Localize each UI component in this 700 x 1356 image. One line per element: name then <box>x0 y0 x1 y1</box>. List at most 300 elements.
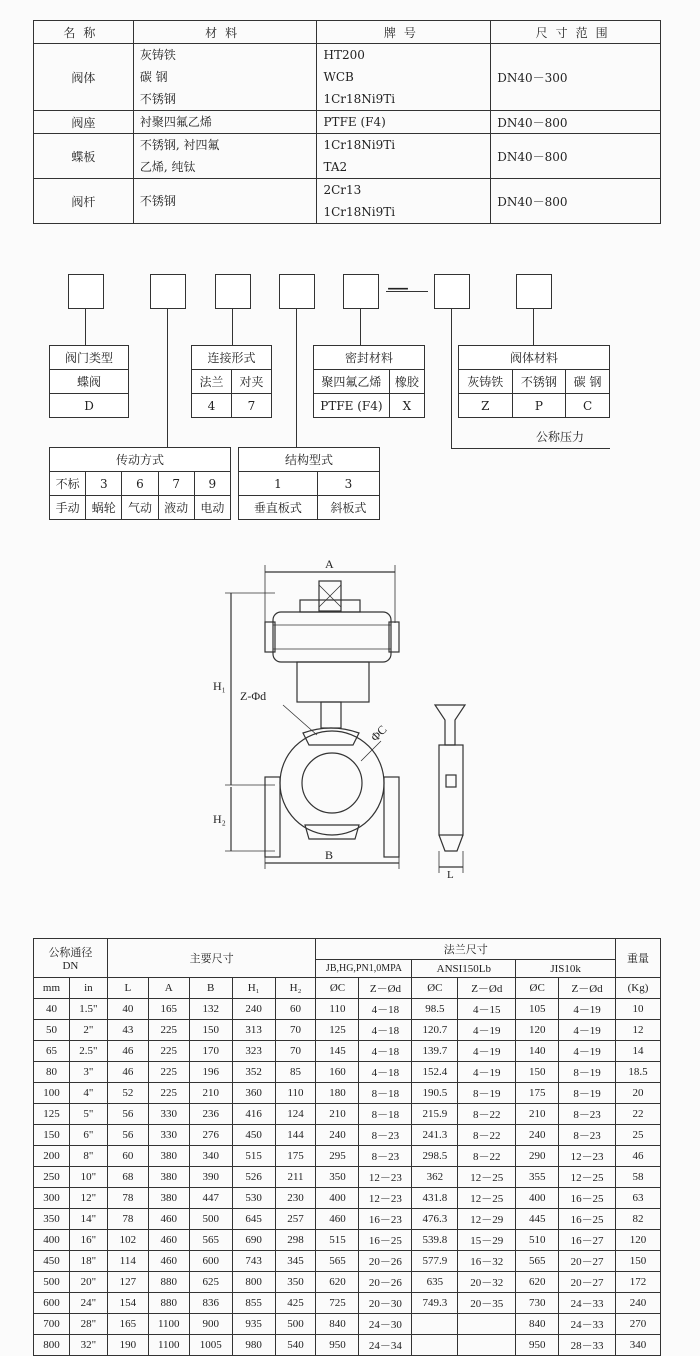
table-cell: 10 <box>616 999 661 1020</box>
code-title: 阀体材料 <box>459 346 610 370</box>
table-cell: 16－27 <box>559 1230 616 1251</box>
table-cell: 515 <box>232 1146 275 1167</box>
table-cell: 620 <box>516 1272 559 1293</box>
table-cell: 500 <box>189 1209 232 1230</box>
column-header: A <box>148 978 189 999</box>
table-cell: 20" <box>69 1272 107 1293</box>
table-cell: 4－19 <box>559 1020 616 1041</box>
table-cell: 225 <box>148 1083 189 1104</box>
table-cell: 70 <box>275 1020 316 1041</box>
table-cell: 362 <box>412 1167 458 1188</box>
table-cell: 18" <box>69 1251 107 1272</box>
table-cell: 298.5 <box>412 1146 458 1167</box>
table-cell: 450 <box>34 1251 70 1272</box>
table-cell: 10" <box>69 1167 107 1188</box>
table-cell: 172 <box>616 1272 661 1293</box>
code-title: 连接形式 <box>192 346 272 370</box>
code-value: 4 <box>192 394 232 418</box>
header-std-ansi: ANSI150Lb <box>412 960 516 978</box>
table-cell: 350 <box>316 1167 359 1188</box>
table-cell: 4－15 <box>458 999 516 1020</box>
table-cell: 152.4 <box>412 1062 458 1083</box>
table-cell: 16－25 <box>559 1209 616 1230</box>
table-cell: 270 <box>616 1314 661 1335</box>
table-row <box>34 1083 661 1104</box>
table-cell: 431.8 <box>412 1188 458 1209</box>
table-row <box>34 1125 661 1146</box>
side-body <box>439 745 463 835</box>
table-cell: 150 <box>516 1062 559 1083</box>
connector-line <box>451 308 452 448</box>
part-name: 阀座 <box>34 111 134 134</box>
table-row <box>34 1020 661 1041</box>
column-header: Z－Ød <box>559 978 616 999</box>
code-title: 密封材料 <box>314 346 425 370</box>
column-header: H₂ <box>275 978 316 999</box>
part-materials <box>133 134 317 179</box>
table-cell: 43 <box>107 1020 148 1041</box>
header-flange: 法兰尺寸 <box>316 939 616 960</box>
table-cell: 150 <box>616 1251 661 1272</box>
table-row <box>34 1062 661 1083</box>
table-cell: 950 <box>516 1335 559 1356</box>
grade-value: WCB <box>323 70 354 84</box>
table-cell: 56 <box>107 1104 148 1125</box>
table-cell <box>412 1314 458 1335</box>
table-cell: 63 <box>616 1188 661 1209</box>
table-cell: 620 <box>316 1272 359 1293</box>
code-value: 7 <box>158 472 194 496</box>
part-materials <box>133 179 317 224</box>
code-value: 9 <box>194 472 230 496</box>
code-box-body <box>516 274 552 309</box>
table-cell: 690 <box>232 1230 275 1251</box>
table-cell: 20－35 <box>458 1293 516 1314</box>
table-cell: 355 <box>516 1167 559 1188</box>
table-cell <box>458 1314 516 1335</box>
bracket <box>297 662 369 702</box>
table-cell: 170 <box>189 1041 232 1062</box>
code-value: D <box>50 394 129 418</box>
code-value: 7 <box>232 394 272 418</box>
table-cell: 24－34 <box>359 1335 412 1356</box>
table-cell: 625 <box>189 1272 232 1293</box>
table-cell: 60 <box>275 999 316 1020</box>
table-cell: 16－23 <box>359 1209 412 1230</box>
table-cell: 110 <box>316 999 359 1020</box>
part-range: DN40－800 <box>491 179 661 224</box>
table-cell: 8－23 <box>559 1104 616 1125</box>
material-value: 衬聚四氟乙烯 <box>139 115 212 129</box>
code-box-drive <box>150 274 186 309</box>
material-value: 不锈钢 <box>139 92 176 106</box>
material-header-row <box>34 21 661 44</box>
body-lug <box>265 777 280 857</box>
table-cell: 290 <box>516 1146 559 1167</box>
code-label: 对夹 <box>232 370 272 394</box>
code-label: 橡胶 <box>389 370 424 394</box>
table-cell: 840 <box>316 1314 359 1335</box>
table-cell: 120.7 <box>412 1020 458 1041</box>
code-value: 3 <box>317 472 379 496</box>
table-cell: 20－26 <box>359 1272 412 1293</box>
table-cell: 460 <box>148 1209 189 1230</box>
table-cell: 175 <box>275 1146 316 1167</box>
code-label: 液动 <box>158 496 194 520</box>
part-name: 阀体 <box>34 44 134 111</box>
table-cell: 60 <box>107 1146 148 1167</box>
column-header: L <box>107 978 148 999</box>
table-cell: 4－18 <box>359 1062 412 1083</box>
pressure-label: 公称压力 <box>536 430 585 444</box>
table-cell: 150 <box>189 1020 232 1041</box>
material-value: 乙烯, 纯钛 <box>139 160 196 174</box>
table-cell: 16－25 <box>359 1230 412 1251</box>
column-header: mm <box>34 978 70 999</box>
table-cell: 8－22 <box>458 1104 516 1125</box>
table-row <box>34 1209 661 1230</box>
table-cell: 127 <box>107 1272 148 1293</box>
connector-line <box>360 308 361 346</box>
column-header: in <box>69 978 107 999</box>
table-cell: 82 <box>616 1209 661 1230</box>
table-row <box>34 1167 661 1188</box>
table-cell: 4－19 <box>458 1041 516 1062</box>
table-row <box>34 1230 661 1251</box>
actuator-cap <box>300 600 360 612</box>
table-cell: 8－19 <box>559 1062 616 1083</box>
table-cell: 236 <box>189 1104 232 1125</box>
header-dn-line2: DN <box>62 960 79 972</box>
table-cell: 730 <box>516 1293 559 1314</box>
part-range: DN40－800 <box>491 134 661 179</box>
code-table-seal <box>313 345 425 418</box>
table-row <box>34 1293 661 1314</box>
table-row <box>34 1146 661 1167</box>
table-cell: 2" <box>69 1020 107 1041</box>
neck <box>321 702 341 728</box>
table-cell: 8－18 <box>359 1083 412 1104</box>
table-cell: 46 <box>616 1146 661 1167</box>
table-cell: 350 <box>275 1272 316 1293</box>
code-table-drive <box>49 447 231 520</box>
code-box-valve-type <box>68 274 104 309</box>
header-dn-line1: 公称通径 <box>48 947 93 959</box>
header-range: 尺寸范围 <box>491 21 661 44</box>
header-std-jis: JIS10k <box>516 960 616 978</box>
column-header: H₁ <box>232 978 275 999</box>
code-label: 蜗轮 <box>86 496 122 520</box>
table-cell: 565 <box>316 1251 359 1272</box>
table-cell: 98.5 <box>412 999 458 1020</box>
code-value: PTFE (F4) <box>314 394 390 418</box>
table-cell: 70 <box>275 1041 316 1062</box>
header-dn <box>34 939 108 978</box>
table-cell: 25 <box>616 1125 661 1146</box>
table-cell: 390 <box>189 1167 232 1188</box>
table-cell: 345 <box>275 1251 316 1272</box>
dim-h2-label: H₂ <box>213 812 226 826</box>
code-label: 手动 <box>50 496 86 520</box>
table-cell: 380 <box>148 1188 189 1209</box>
table-cell: 225 <box>148 1062 189 1083</box>
table-cell: 14" <box>69 1209 107 1230</box>
code-value: 6 <box>122 472 158 496</box>
part-name: 阀杆 <box>34 179 134 224</box>
valve-body <box>280 731 384 835</box>
header-main: 主要尺寸 <box>107 939 316 978</box>
connector-line <box>232 308 233 346</box>
table-cell: 880 <box>148 1293 189 1314</box>
table-cell: 340 <box>189 1146 232 1167</box>
code-dash: — <box>387 276 407 301</box>
table-cell: 4－19 <box>559 1041 616 1062</box>
table-cell: 836 <box>189 1293 232 1314</box>
table-cell: 1100 <box>148 1335 189 1356</box>
table-cell: 565 <box>516 1251 559 1272</box>
column-header-row <box>34 978 661 999</box>
table-cell: 645 <box>232 1209 275 1230</box>
pressure-line <box>451 448 610 449</box>
material-row <box>34 44 661 111</box>
code-title: 阀门类型 <box>50 346 129 370</box>
table-cell: 400 <box>316 1188 359 1209</box>
table-cell: 600 <box>34 1293 70 1314</box>
table-cell: 12－25 <box>559 1167 616 1188</box>
table-row <box>34 1272 661 1293</box>
table-cell: 530 <box>232 1188 275 1209</box>
table-cell: 900 <box>189 1314 232 1335</box>
table-cell: 240 <box>616 1293 661 1314</box>
table-cell: 12－29 <box>458 1209 516 1230</box>
table-cell: 139.7 <box>412 1041 458 1062</box>
dim-c-label: ΦC <box>367 722 390 745</box>
header-weight: 重量 <box>616 939 661 978</box>
part-range: DN40－800 <box>491 111 661 134</box>
connector-line <box>296 308 297 448</box>
table-cell: 12" <box>69 1188 107 1209</box>
table-cell: 4－18 <box>359 1041 412 1062</box>
grade-value: TA2 <box>323 160 348 174</box>
table-cell: 20－27 <box>559 1272 616 1293</box>
table-cell: 565 <box>189 1230 232 1251</box>
column-header: ØC <box>316 978 359 999</box>
table-cell: 210 <box>516 1104 559 1125</box>
table-cell: 20－30 <box>359 1293 412 1314</box>
code-value: 3 <box>86 472 122 496</box>
code-label: 斜板式 <box>317 496 379 520</box>
table-row <box>34 999 661 1020</box>
code-box-pressure <box>434 274 470 309</box>
side-slot <box>446 775 456 787</box>
table-cell: 154 <box>107 1293 148 1314</box>
table-cell: 165 <box>107 1314 148 1335</box>
table-cell: 460 <box>148 1230 189 1251</box>
code-box-seal <box>343 274 379 309</box>
table-cell: 8－19 <box>559 1083 616 1104</box>
connector-line <box>85 308 86 346</box>
table-cell: 8" <box>69 1146 107 1167</box>
code-table-structure <box>238 447 380 520</box>
table-cell: 175 <box>516 1083 559 1104</box>
table-cell: 240 <box>232 999 275 1020</box>
table-cell: 125 <box>34 1104 70 1125</box>
part-grades <box>317 44 491 111</box>
code-value: P <box>512 394 566 418</box>
table-cell: 140 <box>516 1041 559 1062</box>
table-cell: 78 <box>107 1188 148 1209</box>
table-cell: 5" <box>69 1104 107 1125</box>
header-material: 材料 <box>133 21 317 44</box>
table-cell: 56 <box>107 1125 148 1146</box>
table-cell: 980 <box>232 1335 275 1356</box>
table-cell: 515 <box>316 1230 359 1251</box>
table-cell: 3" <box>69 1062 107 1083</box>
table-cell: 210 <box>316 1104 359 1125</box>
table-cell: 8－23 <box>359 1146 412 1167</box>
material-table <box>33 20 661 224</box>
code-label: 碳 钢 <box>566 370 610 394</box>
table-cell: 880 <box>148 1272 189 1293</box>
grade-value: PTFE (F4) <box>323 115 386 129</box>
table-cell: 14 <box>616 1041 661 1062</box>
part-name: 蝶板 <box>34 134 134 179</box>
table-cell: 16" <box>69 1230 107 1251</box>
table-cell: 32" <box>69 1335 107 1356</box>
code-label: 蝶阀 <box>50 370 129 394</box>
table-cell: 8－23 <box>359 1125 412 1146</box>
table-cell: 330 <box>148 1104 189 1125</box>
table-cell: 500 <box>275 1314 316 1335</box>
table-cell: 20－27 <box>559 1251 616 1272</box>
table-cell: 526 <box>232 1167 275 1188</box>
header-std-jb: JB,HG,PN1,0MPA <box>316 960 412 978</box>
table-cell: 105 <box>516 999 559 1020</box>
table-cell: 28－33 <box>559 1335 616 1356</box>
table-row <box>34 1041 661 1062</box>
table-cell: 340 <box>616 1335 661 1356</box>
table-cell: 190 <box>107 1335 148 1356</box>
valve-bore <box>302 753 362 813</box>
table-cell: 225 <box>148 1020 189 1041</box>
table-cell: 1005 <box>189 1335 232 1356</box>
table-cell: 150 <box>34 1125 70 1146</box>
connector-line <box>533 308 534 346</box>
table-cell: 12－23 <box>359 1167 412 1188</box>
table-cell: 50 <box>34 1020 70 1041</box>
code-label: 聚四氟乙烯 <box>314 370 390 394</box>
material-row <box>34 111 661 134</box>
dim-z-label: Z-Φd <box>240 689 267 703</box>
table-cell: 4－18 <box>359 999 412 1020</box>
material-value: 不锈钢, 衬四氟 <box>139 138 220 152</box>
code-table-connection <box>191 345 272 418</box>
connector-line <box>167 308 168 448</box>
code-table-valve-type <box>49 345 129 418</box>
table-cell: 4－18 <box>359 1020 412 1041</box>
table-cell: 120 <box>616 1230 661 1251</box>
table-cell: 200 <box>34 1146 70 1167</box>
material-row <box>34 179 661 224</box>
column-header: Z－Ød <box>359 978 412 999</box>
part-grades <box>317 179 491 224</box>
table-cell: 447 <box>189 1188 232 1209</box>
table-cell: 16－25 <box>559 1188 616 1209</box>
code-value: Z <box>459 394 513 418</box>
code-value: 不标 <box>50 472 86 496</box>
table-cell: 300 <box>34 1188 70 1209</box>
table-cell: 276 <box>189 1125 232 1146</box>
table-cell: 40 <box>107 999 148 1020</box>
part-grades <box>317 134 491 179</box>
code-label: 气动 <box>122 496 158 520</box>
code-box-connection <box>215 274 251 309</box>
grade-value: 1Cr18Ni9Ti <box>323 205 396 219</box>
table-cell: 257 <box>275 1209 316 1230</box>
table-cell: 500 <box>34 1272 70 1293</box>
grade-value: 1Cr18Ni9Ti <box>323 92 396 106</box>
part-grades <box>317 111 491 134</box>
table-cell: 160 <box>316 1062 359 1083</box>
table-cell: 323 <box>232 1041 275 1062</box>
table-cell: 12 <box>616 1020 661 1041</box>
part-materials <box>133 111 317 134</box>
table-cell: 20－26 <box>359 1251 412 1272</box>
table-cell: 78 <box>107 1209 148 1230</box>
table-cell: 114 <box>107 1251 148 1272</box>
code-title: 传动方式 <box>50 448 231 472</box>
table-cell: 120 <box>516 1020 559 1041</box>
grade-value: HT200 <box>323 48 365 62</box>
table-cell: 445 <box>516 1209 559 1230</box>
table-cell: 12－23 <box>359 1188 412 1209</box>
dim-b-label: B <box>325 848 334 862</box>
table-cell: 800 <box>34 1335 70 1356</box>
table-cell: 241.3 <box>412 1125 458 1146</box>
part-materials <box>133 44 317 111</box>
table-cell: 1.5" <box>69 999 107 1020</box>
side-stem <box>435 705 465 745</box>
table-cell: 8－19 <box>458 1083 516 1104</box>
table-cell: 400 <box>34 1230 70 1251</box>
table-cell: 460 <box>148 1251 189 1272</box>
table-row <box>34 1104 661 1125</box>
table-cell: 8－22 <box>458 1146 516 1167</box>
table-cell: 110 <box>275 1083 316 1104</box>
table-cell: 230 <box>275 1188 316 1209</box>
table-cell: 450 <box>232 1125 275 1146</box>
actuator-body <box>273 612 391 662</box>
table-cell: 295 <box>316 1146 359 1167</box>
table-cell: 700 <box>34 1314 70 1335</box>
table-cell: 46 <box>107 1041 148 1062</box>
table-cell <box>412 1335 458 1356</box>
table-cell: 416 <box>232 1104 275 1125</box>
dim-a-label: A <box>325 557 334 571</box>
table-cell: 749.3 <box>412 1293 458 1314</box>
table-cell: 180 <box>316 1083 359 1104</box>
column-header: ØC <box>516 978 559 999</box>
table-cell: 145 <box>316 1041 359 1062</box>
grade-value: 2Cr13 <box>323 183 362 197</box>
column-header: (Kg) <box>616 978 661 999</box>
code-table-body <box>458 345 610 418</box>
table-cell: 635 <box>412 1272 458 1293</box>
table-cell: 24－33 <box>559 1314 616 1335</box>
table-cell: 40 <box>34 999 70 1020</box>
table-cell: 12－23 <box>559 1146 616 1167</box>
material-row <box>34 134 661 179</box>
